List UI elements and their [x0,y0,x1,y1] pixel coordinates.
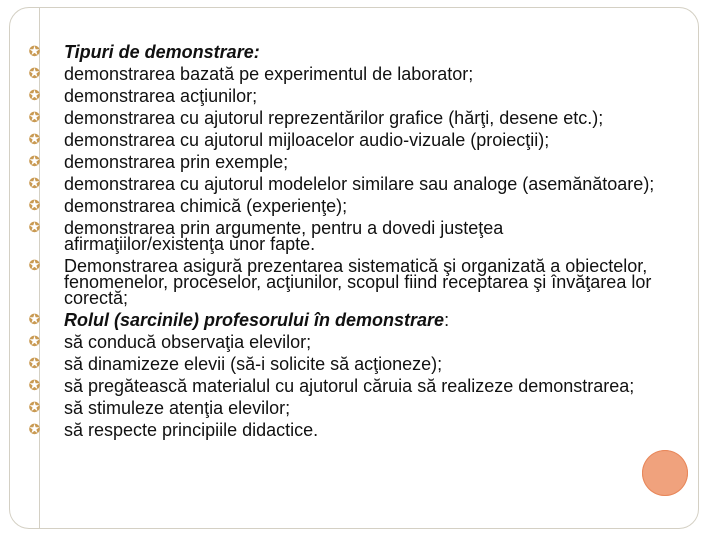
list-item [24,258,664,306]
circle-diamond-icon: ✪ [28,153,41,169]
list-item [24,356,664,372]
circle-diamond-icon: ✪ [28,257,41,273]
circle-diamond-icon: ✪ [28,109,41,125]
list-item-text: demonstrarea acţiunilor; [64,86,258,106]
circle-diamond-icon: ✪ [28,311,41,327]
list-item [24,312,664,328]
list-item-text: să pregătească materialul cu ajutorul căruia să realizeze demonstrarea; [64,376,635,396]
circle-diamond-icon: ✪ [28,175,41,191]
list-item [24,400,664,416]
list-item-text: să stimuleze atenţia elevilor; [64,398,291,418]
circle-diamond-icon: ✪ [28,219,41,235]
decorative-circle [642,450,688,496]
list-item [24,176,664,192]
list-item [24,198,664,214]
list-item [24,154,664,170]
list-item [24,378,664,394]
list-item-text: să conducă observaţia elevilor; [64,332,312,352]
circle-diamond-icon: ✪ [28,65,41,81]
heading-colon: : [444,310,450,330]
list-item [24,422,664,438]
circle-diamond-icon: ✪ [28,333,41,349]
bullet-list [24,44,664,444]
list-item [24,220,664,252]
circle-diamond-icon: ✪ [28,43,41,59]
list-item-text: demonstrarea bazată pe experimentul de laborator; [64,64,474,84]
circle-diamond-icon: ✪ [28,197,41,213]
list-item-text: demonstrarea cu ajutorul reprezentărilor grafice (hărţi, desene etc.); [64,108,604,128]
list-item-text: demonstrarea prin argumente, pentru a dovedi justeţea afirmaţiilor/existenţa unor fapte. [64,218,504,254]
list-item [24,66,664,82]
list-item [24,132,664,148]
circle-diamond-icon: ✪ [28,377,41,393]
circle-diamond-icon: ✪ [28,399,41,415]
list-heading: Rolul (sarcinile) profesorului în demonstrare [64,310,445,330]
list-item-text: să respecte principiile didactice. [64,420,319,440]
list-item [24,110,664,126]
list-item-text: demonstrarea cu ajutorul modelelor similare sau analoge (asemănătoare); [64,174,655,194]
list-item [24,88,664,104]
list-item-text: Demonstrarea asigură prezentarea sistematică şi organizată a obiectelor, fenomenelor, proceselor, acţiunilor, scopul fiind receptarea şi învăţarea lor corectă; [64,256,652,308]
circle-diamond-icon: ✪ [28,131,41,147]
list-item-text: demonstrarea prin exemple; [64,152,289,172]
list-item-text: demonstrarea cu ajutorul mijloacelor audio-vizuale (proiecţii); [64,130,550,150]
circle-diamond-icon: ✪ [28,87,41,103]
circle-diamond-icon: ✪ [28,355,41,371]
list-item [24,334,664,350]
list-item [24,44,664,60]
list-item-text: să dinamizeze elevii (să-i solicite să acţioneze); [64,354,443,374]
circle-diamond-icon: ✪ [28,421,41,437]
list-heading: Tipuri de demonstrare: [64,42,260,62]
list-item-text: demonstrarea chimică (experienţe); [64,196,348,216]
